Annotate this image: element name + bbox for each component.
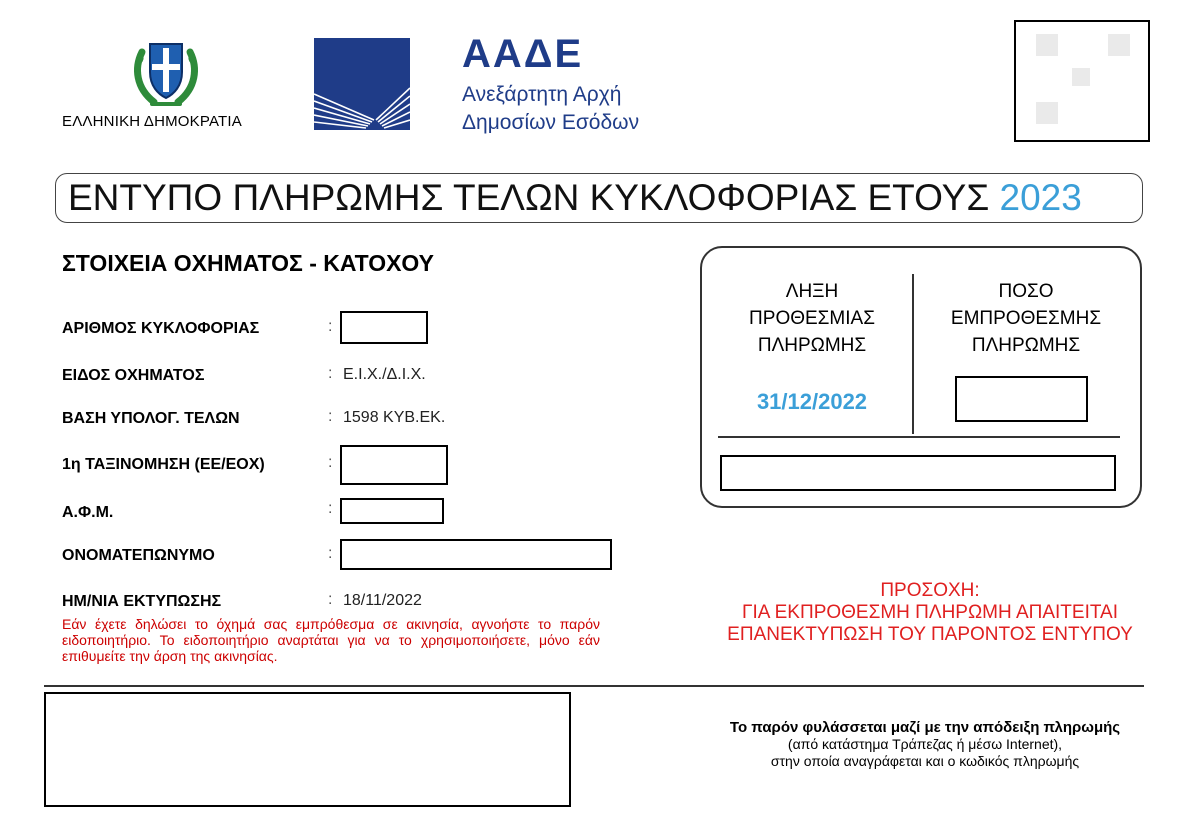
first-registration-value-redacted — [340, 445, 448, 485]
print-date-label: ΗΜ/ΝΙΑ ΕΚΤΥΠΩΣΗΣ — [62, 593, 222, 610]
colon: : — [328, 500, 333, 517]
qr-code-icon — [1014, 20, 1150, 142]
full-name-value-redacted — [340, 539, 612, 570]
colon: : — [328, 591, 333, 608]
footer-note — [660, 719, 1190, 770]
deadline-heading — [722, 278, 902, 359]
amount-value-redacted — [955, 376, 1088, 422]
colon: : — [328, 365, 333, 382]
deadline-heading-line1: ΛΗΞΗ — [785, 281, 839, 302]
title-year: 2023 — [999, 177, 1082, 218]
page-title — [68, 177, 1082, 219]
first-registration-label: 1η ΤΑΞΙΝΟΜΗΣΗ (ΕΕ/ΕΟΧ) — [62, 456, 265, 473]
print-date-value: 18/11/2022 — [343, 592, 422, 609]
agency-full-name-line1: Ανεξάρτητη Αρχή — [462, 83, 622, 106]
deadline-heading-line3: ΠΛΗΡΩΜΗΣ — [757, 335, 867, 356]
colon: : — [328, 408, 333, 425]
panel-divider-horizontal — [718, 436, 1120, 438]
tax-base-value: 1598 ΚΥΒ.ΕΚ. — [343, 409, 446, 426]
vehicle-type-value: Ε.Ι.Χ./Δ.Ι.Χ. — [343, 366, 426, 383]
plate-label: ΑΡΙΘΜΟΣ ΚΥΚΛΟΦΟΡΙΑΣ — [62, 320, 260, 337]
agency-short-name: ΑΑΔΕ — [462, 32, 584, 76]
tax-base-label: ΒΑΣΗ ΥΠΟΛΟΓ. ΤΕΛΩΝ — [62, 410, 240, 427]
greek-coat-of-arms-icon — [128, 30, 204, 110]
aade-logo-icon — [314, 38, 410, 130]
afm-value-redacted — [340, 498, 444, 524]
title-text: ΕΝΤΥΠΟ ΠΛΗΡΩΜΗΣ ΤΕΛΩΝ ΚΥΚΛΟΦΟΡΙΑΣ ΕΤΟΥΣ — [68, 177, 990, 218]
colon: : — [328, 318, 333, 335]
amount-heading-line2: ΕΜΠΡΟΘΕΣΜΗΣ — [950, 308, 1102, 329]
colon: : — [328, 545, 333, 562]
footer-line2: (από κατάστημα Τράπεζας ή μέσω Internet), — [787, 736, 1063, 752]
barcode-redacted — [44, 692, 571, 807]
amount-heading-line1: ΠΟΣΟ — [998, 281, 1054, 302]
plate-value-redacted — [340, 311, 428, 344]
republic-label: ΕΛΛΗΝΙΚΗ ΔΗΜΟΚΡΑΤΙΑ — [62, 113, 242, 130]
warning-line2: ΓΙΑ ΕΚΠΡΟΘΕΣΜΗ ΠΛΗΡΩΜΗ ΑΠΑΙΤΕΙΤΑΙ — [741, 602, 1119, 623]
warning-line1: ΠΡΟΣΟΧΗ: — [880, 580, 980, 601]
vehicle-type-label: ΕΙΔΟΣ ΟΧΗΜΑΤΟΣ — [62, 367, 205, 384]
footer-line1: Το παρόν φυλάσσεται μαζί με την απόδειξη πληρωμής — [729, 719, 1121, 736]
deadline-heading-line2: ΠΡΟΘΕΣΜΙΑΣ — [749, 308, 875, 329]
deadline-value: 31/12/2022 — [756, 389, 868, 414]
footer-separator — [44, 685, 1144, 687]
full-name-label: ΟΝΟΜΑΤΕΠΩΝΥΜΟ — [62, 547, 215, 564]
afm-label: Α.Φ.Μ. — [62, 504, 114, 521]
panel-divider-vertical — [912, 274, 914, 434]
colon: : — [328, 454, 333, 471]
late-payment-warning — [660, 580, 1200, 646]
footer-line3: στην οποία αναγράφεται και ο κωδικός πληρωμής — [770, 753, 1080, 769]
payment-code-redacted — [720, 455, 1116, 491]
section-heading: ΣΤΟΙΧΕΙΑ ΟΧΗΜΑΤΟΣ - ΚΑΤΟΧΟΥ — [62, 250, 435, 276]
warning-line3: ΕΠΑΝΕΚΤΥΠΩΣΗ ΤΟΥ ΠΑΡΟΝΤΟΣ ΕΝΤΥΠΟΥ — [727, 624, 1133, 645]
amount-heading — [926, 278, 1126, 359]
immobilization-notice: Εάν έχετε δηλώσει το όχημά σας εμπρόθεσμα σε ακινησία, αγνοήστε το παρόν ειδοποιητήριο. Το ειδοποιητήριο αναρτάται για να το χρησιμοποιήσετε, μόνο εάν επιθυμείτε την άρση της ακινησίας. — [62, 616, 600, 664]
amount-heading-line3: ΠΛΗΡΩΜΗΣ — [971, 335, 1081, 356]
agency-full-name-line2: Δημοσίων Εσόδων — [462, 111, 640, 134]
